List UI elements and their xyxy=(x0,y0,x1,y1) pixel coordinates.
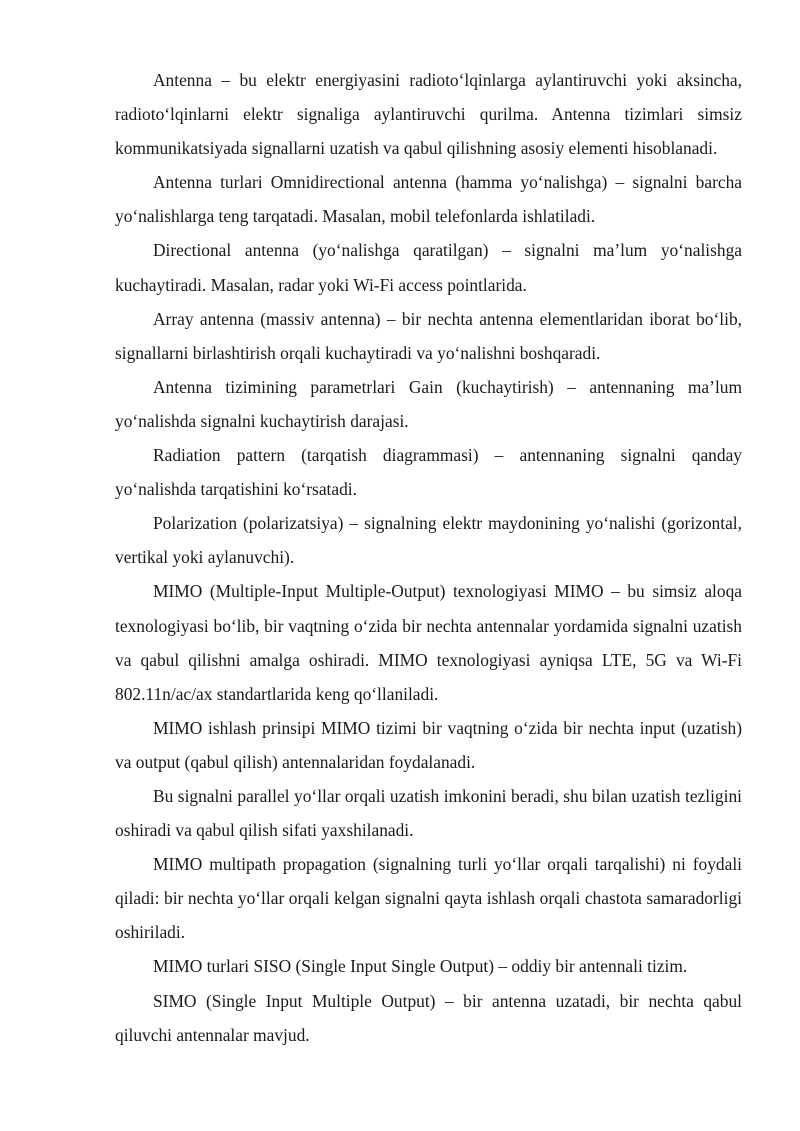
paragraph-omnidirectional-antenna: Antenna turlari Omnidirectional antenna (hamma yo‘nalishga) – signalni barcha yo‘nalishlarga teng tarqatadi. Masalan, mobil telefonlarda ishlatiladi. xyxy=(115,172,742,227)
paragraph-radiation-pattern: Radiation pattern (tarqatish diagrammasi) – antennaning signalni qanday yo‘nalishda tarqatishini ko‘rsatadi. xyxy=(115,445,742,500)
paragraph-simo: SIMO (Single Input Multiple Output) – bir antenna uzatadi, bir nechta qabul qiluvchi antennalar mavjud. xyxy=(115,990,742,1045)
paragraph-antenna-definition: Antenna – bu elektr energiyasini radioto‘lqinlarga aylantiruvchi yoki aksincha, radioto‘lqinlarni elektr signaliga aylantiruvchi qurilma. Antenna tizimlari simsiz kommunikatsiyada signallarni uzatish va qabul qilishning asosiy elementi hisoblanadi. xyxy=(115,70,742,159)
paragraph-gain: Antenna tizimining parametrlari Gain (kuchaytirish) – antennaning ma’lum yo‘nalishda signalni kuchaytirish darajasi. xyxy=(115,376,742,431)
document-body xyxy=(115,63,742,1052)
paragraph-directional-antenna: Directional antenna (yo‘nalishga qaratilgan) – signalni ma’lum yo‘nalishga kuchaytiradi. Masalan, radar yoki Wi-Fi access pointlarida. xyxy=(115,240,742,295)
paragraph-multipath-propagation: MIMO multipath propagation (signalning turli yo‘llar orqali tarqalishi) ni foydali qiladi: bir nechta yo‘llar orqali kelgan signalni qayta ishlash orqali chastota samaradorligi oshiriladi. xyxy=(115,854,742,943)
paragraph-siso: MIMO turlari SISO (Single Input Single Output) – oddiy bir antennali tizim. xyxy=(153,956,688,977)
paragraph-parallel-paths: Bu signalni parallel yo‘llar orqali uzatish imkonini beradi, shu bilan uzatish tezligini oshiradi va qabul qilish sifati yaxshilanadi. xyxy=(115,785,742,841)
paragraph-mimo-principle: MIMO ishlash prinsipi MIMO tizimi bir vaqtning o‘zida bir nechta input (uzatish) va output (qabul qilish) antennalaridan foydalanadi. xyxy=(115,717,742,772)
paragraph-mimo-technology: MIMO (Multiple-Input Multiple-Output) texnologiyasi MIMO – bu simsiz aloqa texnologiyasi bo‘lib, bir vaqtning o‘zida bir nechta antennalar yordamida signalni uzatish va qabul qilishni amalga oshiradi. MIMO texnologiyasi ayniqsa LTE, 5G va Wi-Fi 802.11n/ac/ax standartlarida keng qo‘llaniladi. xyxy=(115,581,742,704)
paragraph-polarization: Polarization (polarizatsiya) – signalning elektr maydonining yo‘nalishi (gorizontal, vertikal yoki aylanuvchi). xyxy=(115,513,742,568)
paragraph-array-antenna: Array antenna (massiv antenna) – bir nechta antenna elementlaridan iborat bo‘lib, signallarni birlashtirish orqali kuchaytiradi va yo‘nalishni boshqaradi. xyxy=(115,308,742,363)
